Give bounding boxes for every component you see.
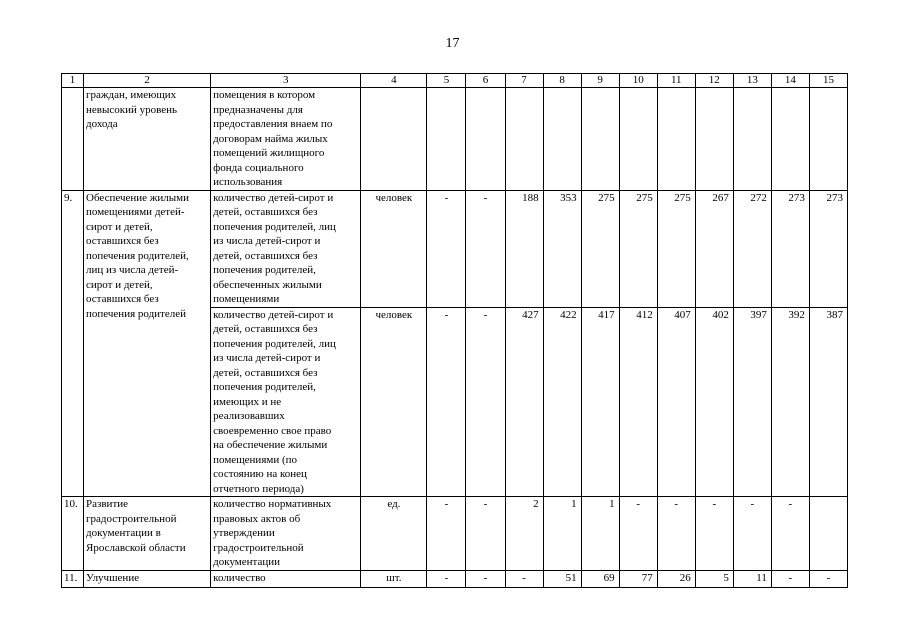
value-cell: 51 — [543, 570, 581, 587]
text-line: помещениями (по — [213, 453, 298, 466]
column-header-12: 12 — [695, 74, 733, 88]
text-line: помещения в котором — [213, 89, 316, 101]
unit-cell: шт. — [361, 570, 427, 587]
text-line: лиц из числа детей- — [86, 264, 179, 276]
text-line: утверждении — [213, 527, 275, 539]
value-cell: - — [427, 307, 466, 497]
text-line: имеющих и не — [213, 395, 282, 408]
column-header-3: 3 — [211, 74, 361, 88]
text-line: помещениями — [213, 293, 280, 305]
value-cell: 188 — [505, 190, 543, 307]
program-name-cell — [84, 190, 211, 497]
indicator-name-cell — [211, 190, 361, 307]
text-line: градостроительной — [213, 541, 304, 554]
text-line: из числа детей-сирот и — [213, 235, 321, 247]
value-cell: - — [466, 570, 505, 587]
page-number: 17 — [445, 36, 460, 51]
value-cell: 2 — [505, 497, 543, 571]
value-cell: - — [733, 497, 771, 571]
text-line: невысокий уровень — [86, 103, 178, 116]
value-cell: 273 — [809, 190, 847, 307]
value-cell: 5 — [695, 570, 733, 587]
value-cell: - — [427, 497, 466, 571]
value-cell: 69 — [581, 570, 619, 587]
value-cell: 77 — [619, 570, 657, 587]
unit-cell: ед. — [361, 497, 427, 571]
value-cell: - — [771, 570, 809, 587]
indicator-name-cell — [211, 88, 361, 191]
value-cell: - — [695, 497, 733, 571]
column-header-8: 8 — [543, 74, 581, 88]
table-row-10 — [62, 497, 848, 571]
text-line: своевременно свое право — [213, 424, 332, 437]
text-line: предоставления внаем по — [213, 118, 333, 130]
row-number-cell: 10. — [62, 497, 84, 571]
text-line: обеспеченных жилыми — [213, 278, 322, 291]
value-cell: 392 — [771, 307, 809, 497]
program-name-cell — [84, 88, 211, 191]
text-line: дохода — [86, 118, 118, 130]
value-cell: - — [427, 570, 466, 587]
text-line: детей, оставшихся без — [213, 323, 318, 335]
program-name-cell — [84, 570, 211, 587]
unit-cell: человек — [361, 307, 427, 497]
column-header-5: 5 — [427, 74, 466, 88]
row-number-cell: 11. — [62, 570, 84, 587]
column-header-14: 14 — [771, 74, 809, 88]
column-header-10: 10 — [619, 74, 657, 88]
text-line: попечения родителей, — [213, 381, 316, 393]
value-cell: - — [505, 570, 543, 587]
value-cell: - — [619, 497, 657, 571]
value-cell: 417 — [581, 307, 619, 497]
value-cell: 1 — [543, 497, 581, 571]
column-header-2: 2 — [84, 74, 211, 88]
text-line: количество нормативных — [213, 498, 332, 510]
row-number-cell: 9. — [62, 190, 84, 497]
column-header-1: 1 — [62, 74, 84, 88]
value-cell: - — [809, 570, 847, 587]
text-line: помещениями детей- — [86, 206, 185, 218]
value-cell: 353 — [543, 190, 581, 307]
table-row-9a — [62, 190, 848, 307]
text-line: на обеспечение жилыми — [213, 439, 328, 451]
column-header-11: 11 — [657, 74, 695, 88]
text-line: предназначены для — [213, 103, 303, 116]
text-line: детей, оставшихся без — [213, 366, 318, 379]
value-cell: - — [466, 307, 505, 497]
value-cell: 273 — [771, 190, 809, 307]
text-line: попечения родителей — [86, 307, 187, 320]
text-line: попечения родителей, — [213, 264, 316, 276]
text-line: использования — [213, 176, 283, 188]
text-line: из числа детей-сирот и — [213, 352, 321, 364]
value-cell: - — [466, 497, 505, 571]
text-line: документации — [213, 556, 281, 568]
text-line: реализовавших — [213, 410, 285, 422]
indicators-table — [61, 73, 848, 588]
row-number-cell — [62, 88, 84, 191]
text-line: помещений жилищного — [213, 147, 325, 159]
table-row-continuation — [62, 88, 848, 191]
value-cell: 397 — [733, 307, 771, 497]
indicator-name-cell — [211, 570, 361, 587]
text-line: сирот и детей, — [86, 278, 153, 291]
column-header-13: 13 — [733, 74, 771, 88]
value-cell: 412 — [619, 307, 657, 497]
text-line: детей, оставшихся без — [213, 206, 318, 218]
header-row — [62, 74, 848, 88]
text-line: градостроительной — [86, 512, 177, 525]
value-cell: 1 — [581, 497, 619, 571]
value-cell — [809, 497, 847, 571]
program-name-cell — [84, 497, 211, 571]
text-line: Развитие — [86, 498, 129, 510]
value-cell: 275 — [619, 190, 657, 307]
value-cell: - — [771, 497, 809, 571]
value-cell: 427 — [505, 307, 543, 497]
unit-cell: человек — [361, 190, 427, 307]
value-cell: 275 — [657, 190, 695, 307]
text-line: количество — [213, 571, 266, 584]
text-line: попечения родителей, лиц — [213, 220, 336, 233]
text-line: количество детей-сирот и — [213, 191, 334, 204]
value-cell: 26 — [657, 570, 695, 587]
text-line: попечения родителей, лиц — [213, 337, 336, 350]
value-cell: 11 — [733, 570, 771, 587]
column-header-9: 9 — [581, 74, 619, 88]
text-line: количество детей-сирот и — [213, 308, 334, 321]
text-line: оставшихся без — [86, 235, 159, 247]
value-cell: - — [466, 190, 505, 307]
indicator-name-cell — [211, 307, 361, 497]
text-line: Обеспечение жилыми — [86, 191, 189, 204]
value-cell: - — [657, 497, 695, 571]
value-cell: 387 — [809, 307, 847, 497]
column-header-4: 4 — [361, 74, 427, 88]
text-line: Улучшение — [86, 571, 140, 584]
text-line: оставшихся без — [86, 293, 159, 305]
indicator-name-cell — [211, 497, 361, 571]
text-line: фонда социального — [213, 161, 304, 174]
text-line: документации в — [86, 527, 161, 539]
value-cell: 407 — [657, 307, 695, 497]
text-line: отчетного периода) — [213, 482, 304, 495]
text-line: детей, оставшихся без — [213, 249, 318, 262]
text-line: Ярославской области — [86, 541, 186, 554]
column-header-15: 15 — [809, 74, 847, 88]
text-line: состоянию на конец — [213, 468, 307, 480]
value-cell: 402 — [695, 307, 733, 497]
text-line: правовых актов об — [213, 512, 301, 525]
text-line: граждан, имеющих — [86, 89, 177, 101]
column-header-6: 6 — [466, 74, 505, 88]
value-cell: 267 — [695, 190, 733, 307]
value-cell: 422 — [543, 307, 581, 497]
value-cell: 272 — [733, 190, 771, 307]
table-row-11 — [62, 570, 848, 587]
column-header-7: 7 — [505, 74, 543, 88]
text-line: сирот и детей, — [86, 220, 153, 233]
value-cell: - — [427, 190, 466, 307]
text-line: договорам найма жилых — [213, 132, 328, 145]
text-line: попечения родителей, — [86, 249, 189, 262]
value-cell: 275 — [581, 190, 619, 307]
